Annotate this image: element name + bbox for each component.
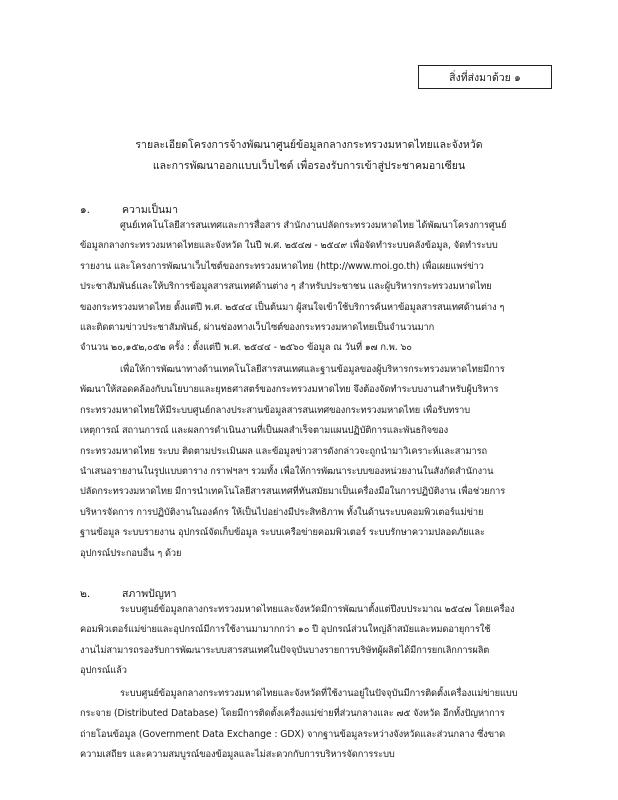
section-1-paragraph-2 bbox=[80, 360, 546, 564]
text-line: คอมพิวเตอร์แม่ข่ายและอุปกรณ์มีการใช้งานมามากกว่า ๑๐ ปี อุปกรณ์ส่วนใหญ่ล้าสมัยและหมดอายุการใช้ bbox=[80, 624, 491, 636]
attachment-label: สิ่งที่ส่งมาด้วย ๑ bbox=[418, 65, 552, 89]
text-line: เพื่อให้การพัฒนาทางด้านเทคโนโลยีสารสนเทศและฐานข้อมูลของผู้บริหารกระทรวงมหาดไทยมีการ bbox=[120, 364, 505, 375]
section-1-title: ความเป็นมา bbox=[122, 204, 178, 216]
section-2-title: สภาพปัญหา bbox=[122, 588, 177, 600]
section-1-number: ๑. bbox=[80, 204, 91, 216]
section-2-paragraph-2 bbox=[80, 684, 546, 766]
text-line: บริหารจัดการ การปฏิบัติงานในองค์กร ให้เป็นไปอย่างมีประสิทธิภาพ ทั้งในด้านระบบคอมพิวเตอร์แม่ข่าย bbox=[80, 506, 484, 518]
text-line: ระบบศูนย์ข้อมูลกลางกระทรวงมหาดไทยและจังหวัดที่ใช้งานอยู่ในปัจจุบันมีการติดตั้งเครื่องแม่ข่ายแบบ bbox=[120, 688, 518, 699]
text-line: เหตุการณ์ สถานการณ์ และผลการดำเนินงานที่เป็นผลสำเร็จตามแผนปฏิบัติการและพันธกิจของ bbox=[80, 425, 449, 437]
text-line: กระทรวงมหาดไทย ระบบ ติดตามประเมินผล และข้อมูลข่าวสารดังกล่าวจะถูกนำมาวิเคราะห์และสามารถ bbox=[80, 445, 488, 457]
text-line: นำเสนอรายงานในรูปแบบตาราง กราฟฯลฯ รวมทั้ง เพื่อให้การพัฒนาระบบของหน่วยงานในสังกัดสำนักงาน bbox=[80, 466, 494, 478]
document-title-line-2: และการพัฒนาออกแบบเว็บไซต์ เพื่อรองรับการเข้าสู่ประชาคมอาเซียน bbox=[152, 160, 466, 172]
text-line: รายงาน และโครงการพัฒนาเว็บไซต์ของกระทรวงมหาดไทย (http://www.moi.go.th) เพื่อเผยแพร่ข่าว bbox=[80, 260, 484, 272]
section-1-paragraph-1 bbox=[80, 216, 546, 359]
text-line: กระจาย (Distributed Database) โดยมีการติดตั้งเครื่องแม่ข่ายที่ส่วนกลางและ ๗๕ จังหวัด อีกทั้งปัญหาการ bbox=[80, 708, 505, 720]
text-line: ข้อมูลกลางกระทรวงมหาดไทยและจังหวัด ในปี พ.ศ. ๒๕๔๗ - ๒๕๔๙ เพื่อจัดทำระบบคลังข้อมูล, จัดทำระบบ bbox=[80, 240, 498, 252]
text-line: ศูนย์เทคโนโลยีสารสนเทศและการสื่อสาร สำนักงานปลัดกระทรวงมหาดไทย ได้พัฒนาโครงการศูนย์ bbox=[120, 220, 507, 231]
text-line: ถ่ายโอนข้อมูล (Government Data Exchange : GDX) จากฐานข้อมูลระหว่างจังหวัดและส่วนกลาง ซึ่งขาด bbox=[80, 728, 506, 740]
text-line: และติดตามข่าวประชาสัมพันธ์, ผ่านช่องทางเว็บไซต์ของกระทรวงมหาดไทยเป็นจำนวนมาก bbox=[80, 322, 435, 334]
text-line: จำนวน ๒๐,๑๕๒,๐๕๒ ครั้ง : ตั้งแต่ปี พ.ศ. ๒๕๔๔ - ๒๕๖๐ ข้อมูล ณ วันที่ ๑๗ ก.พ. ๖๐ bbox=[80, 342, 412, 354]
section-2-paragraph-1 bbox=[80, 600, 546, 682]
text-line: ฐานข้อมูล ระบบรายงาน อุปกรณ์จัดเก็บข้อมูล ระบบเครือข่ายคอมพิวเตอร์ ระบบรักษาความปลอดภัยและ bbox=[80, 527, 485, 539]
text-line: ปลัดกระทรวงมหาดไทย มีการนำเทคโนโลยีสารสนเทศที่ทันสมัยมาเป็นเครื่องมือในการปฏิบัติงาน เพื่อช่วยการ bbox=[80, 486, 506, 498]
text-line: อุปกรณ์แล้ว bbox=[80, 665, 127, 677]
text-line: ประชาสัมพันธ์และให้บริการข้อมูลสารสนเทศด้านต่าง ๆ สำหรับประชาชน และผู้บริหารกระทรวงมหาดไทย bbox=[80, 281, 492, 293]
text-line: กระทรวงมหาดไทยให้มีระบบศูนย์กลางประสานข้อมูลสารสนเทศของกระทรวงมหาดไทย เพื่อรับทราบ bbox=[80, 404, 471, 416]
text-line: ความเสถียร และความสมบูรณ์ของข้อมูลและไม่สะดวกกับการบริหารจัดการระบบ bbox=[80, 749, 395, 761]
text-line: ของกระทรวงมหาดไทย ตั้งแต่ปี พ.ศ. ๒๕๔๔ เป็นต้นมา ผู้สนใจเข้าใช้บริการค้นหาข้อมูลสารสนเทศด้านต่าง ๆ bbox=[80, 301, 505, 313]
text-line: อุปกรณ์ประกอบอื่น ๆ ด้วย bbox=[80, 547, 182, 559]
section-2-number: ๒. bbox=[80, 588, 91, 600]
text-line: พัฒนาให้สอดคล้องกับนโยบายและยุทธศาสตร์ของกระทรวงมหาดไทย จึงต้องจัดทำระบบงานสำหรับผู้บริหาร bbox=[80, 384, 499, 396]
document-title-line-1: รายละเอียดโครงการจ้างพัฒนาศูนย์ข้อมูลกลางกระทรวงมหาดไทยและจังหวัด bbox=[135, 139, 483, 151]
text-line: งานไม่สามารถรองรับการพัฒนาระบบสารสนเทศในปัจจุบันบางรายการบริษัทผู้ผลิตได้มีการยกเลิกการผลิต bbox=[80, 644, 490, 656]
text-line: ระบบศูนย์ข้อมูลกลางกระทรวงมหาดไทยและจังหวัดมีการพัฒนาตั้งแต่ปีงบประมาณ ๒๕๔๗ โดยเครื่อง bbox=[120, 604, 515, 615]
